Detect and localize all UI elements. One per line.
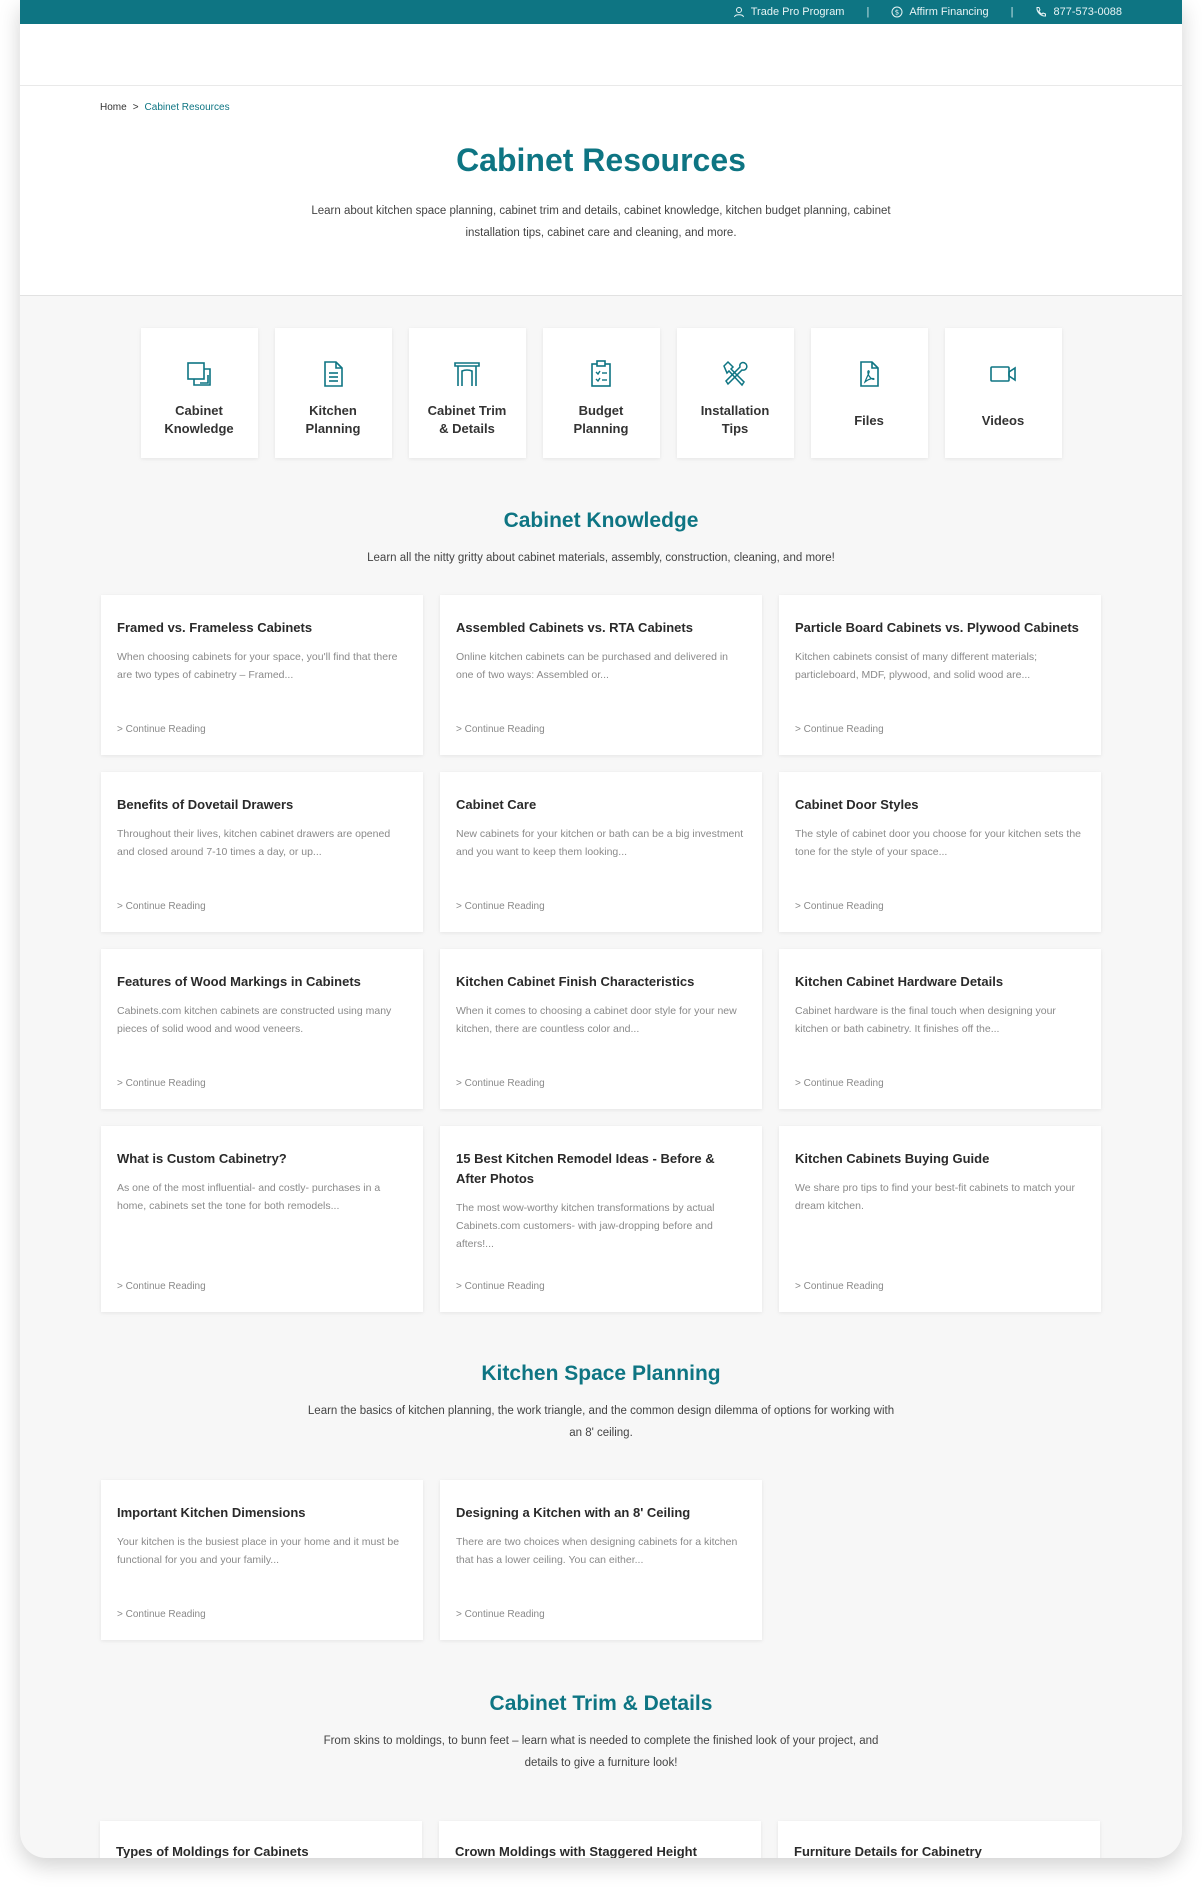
- person-icon: [733, 6, 745, 18]
- article-card[interactable]: [101, 772, 423, 932]
- article-card[interactable]: [778, 1821, 1100, 1858]
- category-label: Videos: [981, 413, 1025, 428]
- continue-reading-link[interactable]: > Continue Reading: [117, 724, 206, 735]
- article-card[interactable]: [440, 595, 762, 755]
- category-videos[interactable]: [945, 328, 1062, 458]
- category-label: Budget Planning: [573, 403, 629, 436]
- continue-reading-link[interactable]: > Continue Reading: [456, 1281, 545, 1292]
- article-title[interactable]: Particle Board Cabinets vs. Plywood Cabinets: [795, 620, 1079, 635]
- article-title[interactable]: Kitchen Cabinet Hardware Details: [795, 974, 1004, 989]
- category-files[interactable]: [811, 328, 928, 458]
- article-card[interactable]: [101, 595, 423, 755]
- article-card[interactable]: [439, 1821, 761, 1858]
- article-card[interactable]: [779, 772, 1101, 932]
- article-card[interactable]: [440, 1480, 762, 1640]
- article-title[interactable]: Features of Wood Markings in Cabinets: [117, 974, 361, 989]
- page-title: Cabinet Resources: [456, 142, 746, 178]
- article-title[interactable]: What is Custom Cabinetry?: [117, 1151, 287, 1166]
- hero: [20, 86, 1182, 296]
- article-excerpt: Cabinet hardware is the final touch when designing your kitchen or bath cabinetry. It finishes off the...: [795, 1005, 1056, 1035]
- article-excerpt: Online kitchen cabinets can be purchased and delivered in one of two ways: Assembled or...: [456, 651, 729, 681]
- article-card[interactable]: [440, 949, 762, 1109]
- breadcrumb-current: Cabinet Resources: [144, 102, 230, 113]
- phone-link[interactable]: [1035, 6, 1122, 18]
- document-icon: [317, 358, 349, 390]
- continue-reading-link[interactable]: > Continue Reading: [456, 901, 545, 912]
- dollar-circle-icon: [891, 6, 903, 18]
- article-card[interactable]: [101, 1480, 423, 1640]
- affirm-financing-label: Affirm Financing: [909, 6, 989, 18]
- breadcrumb-separator: >: [132, 102, 139, 113]
- affirm-financing-link[interactable]: [891, 6, 988, 18]
- planning-article-grid: [101, 1480, 1101, 1640]
- category-label: Cabinet Trim & Details: [427, 403, 507, 436]
- category-installation-tips[interactable]: [677, 328, 794, 458]
- category-cabinet-trim[interactable]: [409, 328, 526, 458]
- article-excerpt: Kitchen cabinets consist of many different materials; particleboard, MDF, plywood, and solid wood are...: [795, 651, 1038, 681]
- article-excerpt: There are two choices when designing cabinets for a kitchen that has a lower ceiling. You can either...: [456, 1536, 738, 1566]
- article-excerpt: We share pro tips to find your best-fit cabinets to match your dream kitchen.: [795, 1182, 1075, 1212]
- article-title[interactable]: Furniture Details for Cabinetry: [794, 1844, 982, 1858]
- category-label: Files: [854, 413, 884, 428]
- phone-icon: [1035, 6, 1047, 18]
- breadcrumb: [100, 102, 230, 113]
- continue-reading-link[interactable]: > Continue Reading: [456, 1078, 545, 1089]
- phone-number: 877-573-0088: [1053, 6, 1122, 18]
- article-excerpt: The style of cabinet door you choose for your kitchen sets the tone for the style of your space...: [795, 828, 1081, 858]
- article-card[interactable]: [101, 949, 423, 1109]
- trade-pro-label: Trade Pro Program: [750, 6, 845, 18]
- section-title-cabinet-trim-details: Cabinet Trim & Details: [489, 1692, 713, 1715]
- main-navigation: [20, 24, 1182, 86]
- cabinet-knowledge-icon: [183, 358, 215, 390]
- continue-reading-link[interactable]: > Continue Reading: [795, 724, 884, 735]
- breadcrumb-home[interactable]: Home: [100, 102, 127, 113]
- article-excerpt: As one of the most influential- and costly- purchases in a home, cabinets set the tone for both remodels...: [117, 1182, 381, 1212]
- article-title[interactable]: Assembled Cabinets vs. RTA Cabinets: [456, 620, 693, 635]
- continue-reading-link[interactable]: > Continue Reading: [117, 1281, 206, 1292]
- trim-article-grid: [100, 1821, 1100, 1858]
- continue-reading-link[interactable]: > Continue Reading: [795, 1281, 884, 1292]
- article-card[interactable]: [100, 1821, 422, 1858]
- article-excerpt: Throughout their lives, kitchen cabinet drawers are opened and closed around 7-10 times a day, or up...: [117, 828, 391, 858]
- article-title[interactable]: 15 Best Kitchen Remodel Ideas - Before & After Photos: [456, 1151, 715, 1186]
- article-title[interactable]: Important Kitchen Dimensions: [117, 1505, 306, 1520]
- svg-text:$: $: [895, 8, 900, 17]
- article-title[interactable]: Benefits of Dovetail Drawers: [117, 797, 294, 812]
- knowledge-article-grid: [101, 595, 1101, 1312]
- continue-reading-link[interactable]: > Continue Reading: [456, 724, 545, 735]
- section-description: Learn the basics of kitchen planning, the work triangle, and the common design dilemma of options for working with an 8' ceiling.: [307, 1405, 895, 1439]
- continue-reading-link[interactable]: > Continue Reading: [117, 1078, 206, 1089]
- article-title[interactable]: Designing a Kitchen with an 8' Ceiling: [456, 1505, 691, 1520]
- article-title[interactable]: Crown Moldings with Staggered Height: [455, 1844, 697, 1858]
- category-budget-planning[interactable]: [543, 328, 660, 458]
- section-title-kitchen-space-planning: Kitchen Space Planning: [481, 1362, 721, 1385]
- utility-bar: [20, 0, 1182, 24]
- pdf-file-icon: [853, 358, 885, 390]
- topbar-divider: |: [866, 6, 870, 18]
- page-description: Learn about kitchen space planning, cabinet trim and details, cabinet knowledge, kitchen budget planning, cabinet installation tips, cabinet care and cleaning, and more.: [311, 205, 891, 239]
- category-tiles: [20, 328, 1182, 458]
- article-excerpt: Cabinets.com kitchen cabinets are constructed using many pieces of solid wood and wood veneers.: [117, 1005, 392, 1035]
- trim-icon: [451, 358, 483, 390]
- article-title[interactable]: Framed vs. Frameless Cabinets: [117, 620, 313, 635]
- continue-reading-link[interactable]: > Continue Reading: [456, 1609, 545, 1620]
- section-description: From skins to moldings, to bunn feet – learn what is needed to complete the finished look of your project, and details to give a furniture look!: [323, 1735, 879, 1769]
- category-cabinet-knowledge[interactable]: [141, 328, 258, 458]
- article-excerpt: When it comes to choosing a cabinet door style for your new kitchen, there are countless color and...: [456, 1005, 737, 1035]
- video-camera-icon: [987, 358, 1019, 390]
- category-label: Installation Tips: [700, 403, 770, 436]
- clipboard-icon: [585, 358, 617, 390]
- category-kitchen-planning[interactable]: [275, 328, 392, 458]
- article-card[interactable]: [101, 1126, 423, 1312]
- page-frame: [20, 0, 1182, 1858]
- tools-icon: [719, 358, 751, 390]
- article-excerpt: Your kitchen is the busiest place in your home and it must be functional for you and your family...: [117, 1536, 400, 1566]
- section-title-cabinet-knowledge: Cabinet Knowledge: [503, 509, 699, 532]
- topbar-divider: |: [1010, 6, 1014, 18]
- article-title[interactable]: Cabinet Door Styles: [795, 797, 919, 812]
- article-title[interactable]: Types of Moldings for Cabinets: [116, 1844, 309, 1858]
- article-card[interactable]: [779, 949, 1101, 1109]
- continue-reading-link[interactable]: > Continue Reading: [117, 901, 206, 912]
- article-card[interactable]: [440, 772, 762, 932]
- article-title[interactable]: Cabinet Care: [456, 797, 537, 812]
- article-excerpt: New cabinets for your kitchen or bath can be a big investment and you want to keep them looking...: [456, 828, 744, 858]
- article-card[interactable]: [779, 1126, 1101, 1312]
- trade-pro-link[interactable]: [733, 6, 845, 18]
- continue-reading-link[interactable]: > Continue Reading: [795, 1078, 884, 1089]
- article-excerpt: When choosing cabinets for your space, you'll find that there are two types of cabinetry – Framed...: [117, 651, 398, 681]
- continue-reading-link[interactable]: > Continue Reading: [117, 1609, 206, 1620]
- article-card[interactable]: [440, 1126, 762, 1312]
- article-excerpt: The most wow-worthy kitchen transformations by actual Cabinets.com customers- with jaw-dropping before and afters!...: [456, 1202, 715, 1250]
- category-label: Cabinet Knowledge: [164, 403, 234, 436]
- section-description: Learn all the nitty gritty about cabinet materials, assembly, construction, cleaning, and more!: [367, 552, 835, 564]
- article-card[interactable]: [779, 595, 1101, 755]
- continue-reading-link[interactable]: > Continue Reading: [795, 901, 884, 912]
- category-label: Kitchen Planning: [305, 403, 361, 436]
- article-title[interactable]: Kitchen Cabinets Buying Guide: [795, 1151, 990, 1166]
- article-title[interactable]: Kitchen Cabinet Finish Characteristics: [456, 974, 695, 989]
